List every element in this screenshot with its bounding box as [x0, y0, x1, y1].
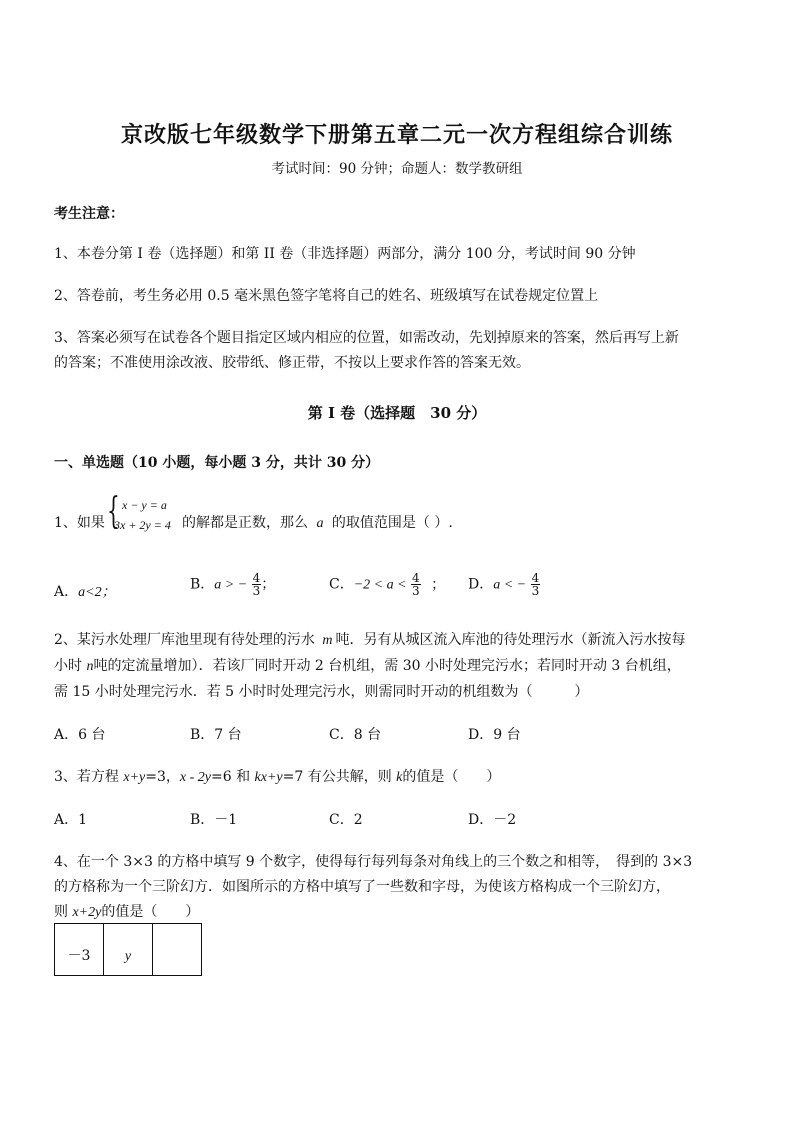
option-letter: B．	[190, 576, 215, 593]
exam-info: 考试时间：90 分钟；命题人：数学教研组	[271, 161, 523, 177]
q3-option-c[interactable]: C．2	[329, 812, 363, 828]
q1-suffix-a: 的解都是正数，那么	[182, 515, 308, 531]
option-letter: A．	[54, 584, 79, 600]
option-expr: −2 < a <	[353, 577, 407, 593]
q1-eq2: 3x + 2y = 4	[114, 518, 171, 532]
fraction: $\frac{4}{3}$	[252, 571, 261, 598]
section-title: 第 I 卷（选择题 30 分）	[307, 404, 487, 422]
q1-eq1: x − y = a	[122, 498, 167, 512]
table-row	[55, 924, 202, 976]
q3-stem: 3、若方程 x+y=3，x - 2y=6 和 kx+y=7 有公共解，则 k的值是（ ）	[54, 769, 501, 785]
q4-line-1: 4、在一个 3×3 的方格中填写 9 个数字，使得每行每列每条对角线上的三个数之和相等， 得到的 3×3	[54, 854, 693, 870]
q1-var: a	[316, 516, 324, 531]
q2-option-b[interactable]: B．7 台	[190, 727, 242, 743]
fraction: $\frac{4}{3}$	[412, 571, 420, 598]
grid-cell: y	[104, 924, 153, 976]
magic-square-grid	[54, 923, 202, 976]
page-title: 京改版七年级数学下册第五章二元一次方程组综合训练	[120, 122, 673, 148]
option-expr: a<2；	[78, 585, 116, 600]
q2-option-c[interactable]: C．8 台	[329, 727, 382, 743]
q1-suffix-b: 的取值范围是（ ）.	[331, 515, 453, 531]
q2-option-d[interactable]: D．9 台	[468, 727, 521, 743]
q2-line-1: 2、某污水处理厂库池里现有待处理的污水 m 吨．另有从城区流入库池的待处理污水（新流入污水按每	[54, 632, 686, 648]
option-expr: a < −	[493, 577, 527, 593]
section-subheading: 一、单选题（10 小题，每小题 3 分，共计 30 分）	[54, 455, 380, 471]
option-letter: C．	[329, 576, 354, 593]
q3-option-a[interactable]: A．1	[54, 812, 88, 828]
grid-cell: －3	[55, 924, 104, 976]
q1-equation-system	[107, 491, 188, 540]
notice-item-3-cont: 的答案；不准使用涂改液、胶带纸、修正带，不按以上要求作答的答案无效。	[54, 355, 530, 371]
q1-stem	[182, 512, 453, 532]
q1-option-a[interactable]	[54, 581, 116, 601]
q4-line-3: 则 x+2y的值是（ ）	[54, 904, 200, 920]
q3-option-b[interactable]: B．－1	[190, 812, 238, 828]
option-expr: a > −	[214, 577, 248, 593]
q1-option-c[interactable]: C．−2 < a < $\frac{4}{3}$ ；	[329, 571, 446, 598]
notice-item-3: 3、答案必须写在试卷各个题目指定区域内相应的位置，如需改动，先划掉原来的答案，然后再写上新	[54, 330, 679, 346]
option-letter: D．	[468, 576, 494, 593]
q2-option-a[interactable]: A．6 台	[54, 727, 106, 743]
notice-heading: 考生注意：	[54, 206, 124, 222]
q4-line-2: 的方格称为一个三阶幻方．如图所示的方格中填写了一些数和字母，为使该方格构成一个三阶幻方，	[54, 879, 670, 895]
grid-cell	[153, 924, 202, 976]
fraction: $\frac{4}{3}$	[531, 571, 540, 598]
brace-icon: {	[107, 491, 120, 532]
q2-line-3: 需 15 小时处理完污水．若 5 小时时处理完污水，则需同时开动的机组数为（ ）	[54, 684, 589, 700]
notice-item-2: 2、答卷前，考生务必用 0.5 毫米黑色签字笔将自己的姓名、班级填写在试卷规定位置上	[54, 288, 599, 304]
q1-option-b[interactable]: B．a > − $\frac{4}{3}$ ；	[190, 571, 276, 598]
q3-option-d[interactable]: D．－2	[468, 812, 517, 828]
notice-item-1: 1、本卷分第 I 卷（选择题）和第 II 卷（非选择题）两部分，满分 100 分，考试时间 90 分钟	[54, 246, 636, 262]
q1-option-d[interactable]	[468, 572, 540, 597]
q1-prefix: 1、如果	[54, 515, 105, 531]
q2-line-2: 小时 n吨的定流量增加）．若该厂同时开动 2 台机组，需 30 小时处理完污水；若同时开动 3 台机组，	[54, 658, 681, 674]
